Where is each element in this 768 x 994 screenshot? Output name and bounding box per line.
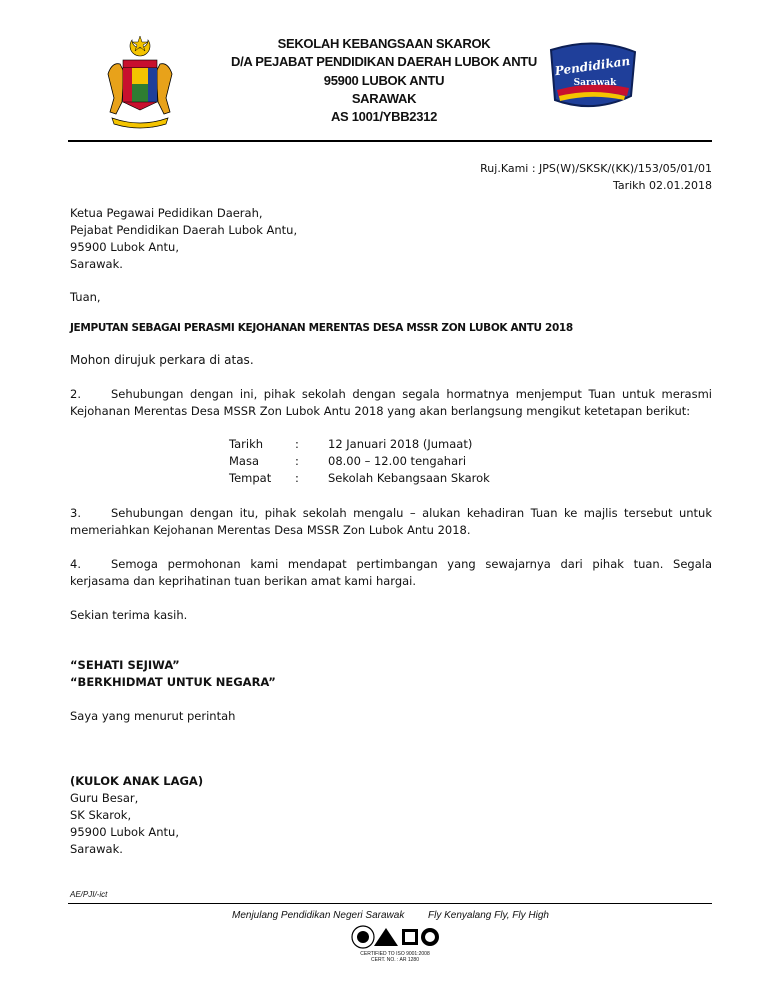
motto-line: “SEHATI SEJIWA” <box>70 658 180 672</box>
signatory-line: Guru Besar, <box>70 791 139 805</box>
signatory-line: SK Skarok, <box>70 808 132 822</box>
reference-block <box>480 160 712 194</box>
salutation: Tuan, <box>70 290 101 304</box>
signatory-block <box>70 773 203 858</box>
recipient-line: Ketua Pegawai Pedidikan Daerah, <box>70 206 263 220</box>
signatory-line: Sarawak. <box>70 842 123 856</box>
closing-text: Sekian terima kasih. <box>70 608 188 622</box>
paragraph-4 <box>70 556 712 590</box>
recipient-line: 95900 Lubok Antu, <box>70 240 179 254</box>
detail-separator: : <box>295 437 299 451</box>
school-postcode: 95900 LUBOK ANTU <box>323 73 445 88</box>
recipient-line: Sarawak. <box>70 257 123 271</box>
cert-line: CERT. NO. : AR 1280 <box>371 957 419 963</box>
reference-number: Ruj.Kami : JPS(W)/SKSK/(KK)/153/05/01/01 <box>480 162 712 175</box>
svg-text:Pendidikan: Pendidikan <box>553 53 631 79</box>
paragraph-number: 2. <box>70 387 81 401</box>
paragraph-text: Sehubungan dengan itu, pihak sekolah mengalu – alukan kehadiran Tuan ke majlis tersebut untuk memeriahkan Kejohanan Merentas Desa MSSR Zon Lubok Antu 2018. <box>70 506 712 537</box>
detail-separator: : <box>295 454 299 468</box>
footer-slogan-right: Fly Kenyalang Fly, Fly High <box>428 910 549 921</box>
school-name: SEKOLAH KEBANGSAAN SKAROK <box>277 36 491 51</box>
school-address-line: D/A PEJABAT PENDIDIKAN DAERAH LUBOK ANTU <box>230 54 538 69</box>
detail-value: Sekolah Kebangsaan Skarok <box>328 471 490 485</box>
detail-value: 12 Januari 2018 (Jumaat) <box>328 437 473 451</box>
header-divider <box>68 140 712 142</box>
footer-code: AE/PJI/-ict <box>70 890 108 899</box>
signatory-name: (KULOK ANAK LAGA) <box>70 774 204 788</box>
paragraph-number: 3. <box>70 506 81 520</box>
pendidikan-sarawak-logo <box>545 40 641 112</box>
detail-label: Masa <box>229 454 260 468</box>
paragraph-text: Semoga permohonan kami mendapat pertimbangan yang sewajarnya dari pihak tuan. Segala kerjasama dan keprihatinan tuan berikan amat kami hargai. <box>70 557 712 588</box>
detail-label: Tempat <box>229 471 272 485</box>
reference-date: Tarikh 02.01.2018 <box>612 179 712 192</box>
school-code: AS 1001/YBB2312 <box>330 109 438 124</box>
detail-label: Tarikh <box>229 437 264 451</box>
detail-separator: : <box>295 471 299 485</box>
signoff-text: Saya yang menurut perintah <box>70 709 236 723</box>
school-state: SARAWAK <box>351 91 417 106</box>
intro-text: Mohon dirujuk perkara di atas. <box>70 353 254 367</box>
motto-line: “BERKHIDMAT UNTUK NEGARA” <box>70 675 276 689</box>
svg-text:Sarawak: Sarawak <box>573 78 617 88</box>
paragraph-2 <box>70 386 712 420</box>
letter-subject: JEMPUTAN SEBAGAI PERASMI KEJOHANAN MERENTAS DESA MSSR ZON LUBOK ANTU 2018 <box>70 322 573 334</box>
certification-logos <box>350 924 440 950</box>
recipient-line: Pejabat Pendidikan Daerah Lubok Antu, <box>70 223 298 237</box>
footer-slogan-left: Menjulang Pendidikan Negeri Sarawak <box>232 910 405 921</box>
footer-divider <box>68 903 712 904</box>
signatory-line: 95900 Lubok Antu, <box>70 825 179 839</box>
paragraph-text: Sehubungan dengan ini, pihak sekolah dengan segala hormatnya menjemput Tuan untuk merasmi Kejohanan Merentas Desa MSSR Zon Lubok Antu 2018 yang akan berlangsung mengikut ketetapan berikut: <box>70 387 712 418</box>
detail-value: 08.00 – 12.00 tengahari <box>328 454 467 468</box>
certification-text <box>350 951 440 963</box>
recipient-address <box>70 205 297 273</box>
cert-line: CERTIFIED TO ISO 9001:2008 <box>360 951 430 957</box>
paragraph-3 <box>70 505 712 539</box>
paragraph-number: 4. <box>70 557 81 571</box>
